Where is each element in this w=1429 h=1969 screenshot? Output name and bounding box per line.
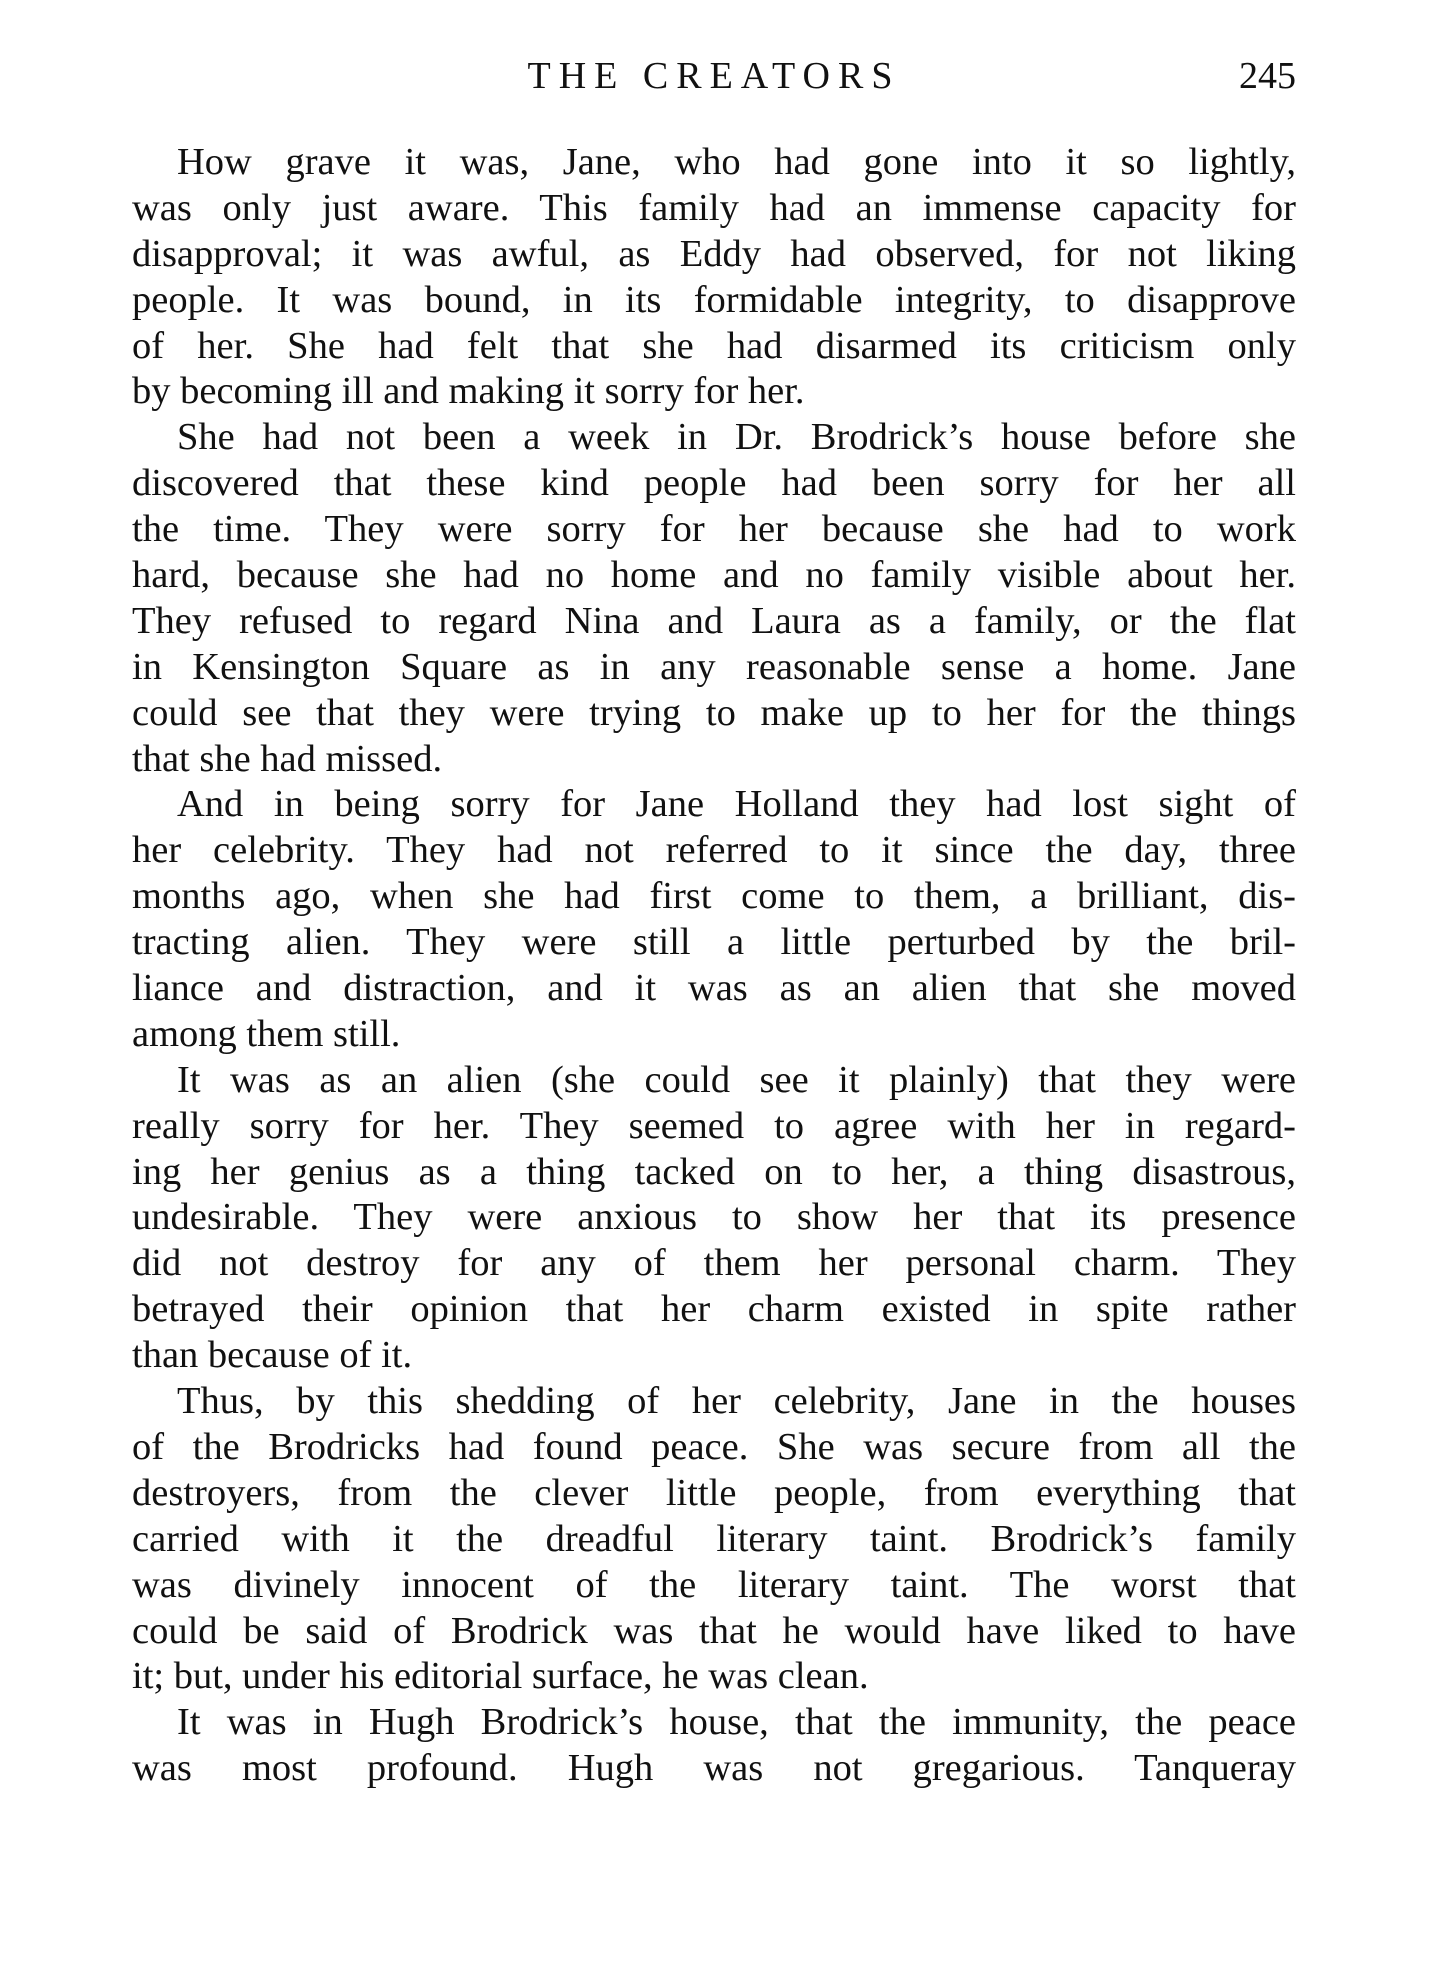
text-line: It was as an alien (she could see it plainly) that they were — [177, 1058, 1296, 1101]
text-line: it; but, under his editorial surface, he was clean. — [132, 1655, 869, 1698]
text-line: liance and distraction, and it was as an alien that she moved — [132, 967, 1296, 1010]
text-line: was divinely innocent of the literary taint. The worst that — [132, 1563, 1296, 1606]
text-line: was only just aware. This family had an immense capacity for — [132, 186, 1296, 229]
text-line: She had not been a week in Dr. Brodrick’s house before she — [177, 416, 1296, 459]
text-line: betrayed their opinion that her charm existed in spite rather — [132, 1288, 1296, 1331]
text-line: disapproval; it was awful, as Eddy had observed, for not liking — [132, 232, 1296, 275]
text-line: How grave it was, Jane, who had gone into it so lightly, — [177, 141, 1296, 183]
text-line: among them still. — [132, 1012, 401, 1055]
text-line: was most profound. Hugh was not gregarious. Tanqueray — [132, 1747, 1296, 1790]
text-line: tracting alien. They were still a little perturbed by the bril- — [132, 921, 1296, 964]
text-line: really sorry for her. They seemed to agree with her in regard- — [132, 1104, 1296, 1147]
text-line: her celebrity. They had not referred to it since the day, three — [132, 829, 1296, 872]
text-line: months ago, when she had first come to them, a brilliant, dis- — [132, 875, 1296, 918]
text-line: It was in Hugh Brodrick’s house, that the immunity, the peace — [177, 1701, 1296, 1744]
text-line: the time. They were sorry for her because she had to work — [132, 508, 1296, 551]
text-line: could see that they were trying to make up to her for the things — [132, 691, 1296, 734]
text-line: people. It was bound, in its formidable integrity, to disapprove — [132, 278, 1296, 321]
text-line: destroyers, from the clever little people, from everything that — [132, 1471, 1296, 1514]
page-header — [132, 52, 1296, 102]
text-line: than because of it. — [132, 1334, 413, 1377]
text-line: And in being sorry for Jane Holland they had lost sight of — [177, 783, 1296, 826]
body-text — [132, 140, 1296, 1792]
text-line: in Kensington Square as in any reasonable sense a home. Jane — [132, 645, 1296, 688]
text-line: ing her genius as a thing tacked on to her, a thing disastrous, — [132, 1150, 1296, 1193]
text-line: carried with it the dreadful literary taint. Brodrick’s family — [132, 1517, 1296, 1560]
text-line: hard, because she had no home and no family visible about her. — [132, 554, 1296, 597]
running-title: THE CREATORS — [527, 55, 901, 97]
text-line: of the Brodricks had found peace. She was secure from all the — [132, 1425, 1296, 1468]
text-line: They refused to regard Nina and Laura as a family, or the flat — [132, 599, 1296, 642]
text-line: undesirable. They were anxious to show her that its presence — [132, 1196, 1296, 1239]
text-line: Thus, by this shedding of her celebrity, Jane in the houses — [177, 1380, 1296, 1423]
text-line: could be said of Brodrick was that he would have liked to have — [132, 1609, 1296, 1652]
text-line: that she had missed. — [132, 737, 443, 780]
text-line: by becoming ill and making it sorry for her. — [132, 370, 805, 413]
text-line: discovered that these kind people had been sorry for her all — [132, 462, 1296, 505]
text-line: did not destroy for any of them her personal charm. They — [132, 1242, 1296, 1285]
page-number: 245 — [1239, 55, 1296, 97]
text-line: of her. She had felt that she had disarmed its criticism only — [132, 324, 1296, 367]
